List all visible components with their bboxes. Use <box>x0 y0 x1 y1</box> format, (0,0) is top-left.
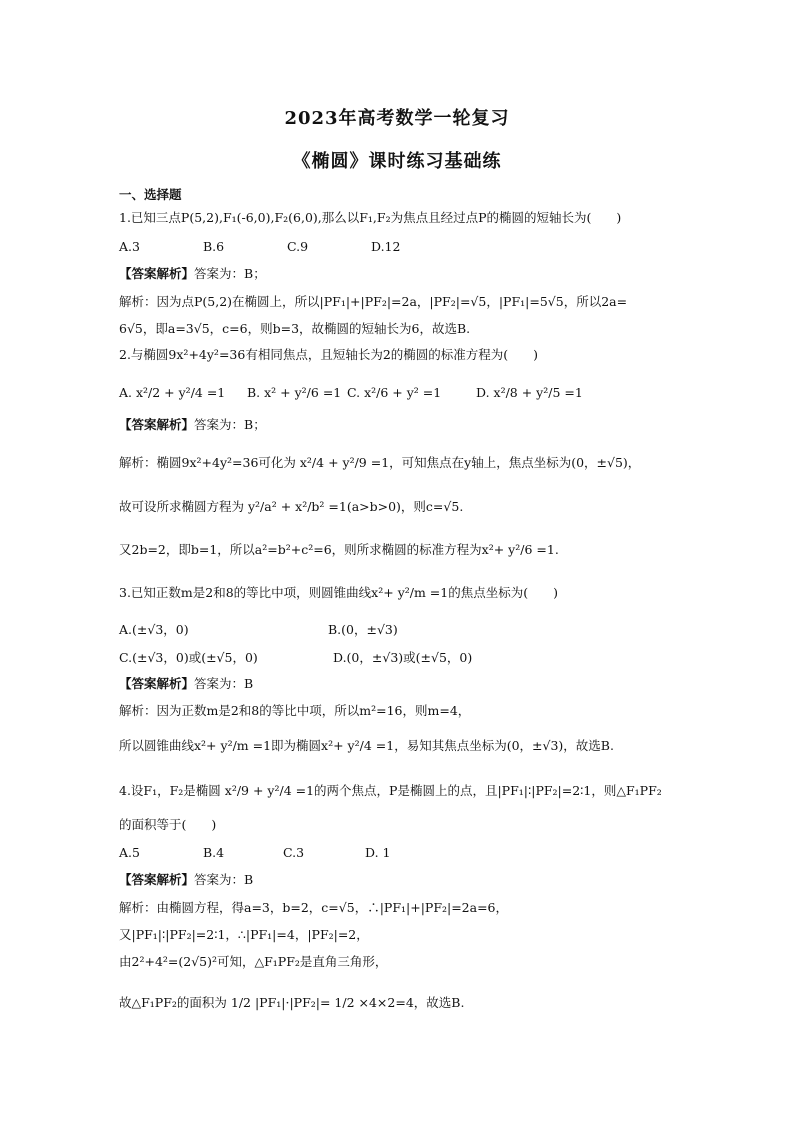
q1-option-b: B.6 <box>203 239 225 254</box>
q3-analysis-2: 所以圆锥曲线x²+ y²/m =1即为椭圆x²+ y²/4 =1，易知其焦点坐标为(0，±√3)，故选B. <box>119 738 614 753</box>
q1-option-c: C.9 <box>287 239 309 254</box>
q4-answer: 答案为：B <box>194 872 254 887</box>
q2-analysis-1: 解析：椭圆9x²+4y²=36可化为 x²/4 + y²/9 =1，可知焦点在y轴上，焦点坐标为(0，±√5)， <box>119 455 641 470</box>
q3-option-b: B.(0，±√3) <box>328 622 398 637</box>
q2-analysis-2: 故可设所求椭圆方程为 y²/a² + x²/b² =1(a>b>0)，则c=√5. <box>119 499 464 514</box>
q2-option-c: C. x²/6 + y² =1 <box>347 385 442 400</box>
q4-analysis-2: 又|PF₁|∶|PF₂|=2∶1，∴|PF₁|=4，|PF₂|=2， <box>119 927 369 942</box>
q1-option-a: A.3 <box>119 239 140 254</box>
q3-option-c: C.(±√3，0)或(±√5，0) <box>119 650 258 665</box>
q2-analysis-3: 又2b=2，即b=1，所以a²=b²+c²=6，则所求椭圆的标准方程为x²+ y²/6 =1. <box>119 542 559 557</box>
answer-label: 【答案解析】 <box>119 266 195 281</box>
document-subtitle: 《椭圆》课时练习基础练 <box>292 151 502 172</box>
q1-answer-line <box>119 266 719 282</box>
q2-stem: 2.与椭圆9x²+4y²=36有相同焦点，且短轴长为2的椭圆的标准方程为( ) <box>119 347 539 362</box>
q1-analysis-2: 6√5，即a=3√5，c=6，则b=3，故椭圆的短轴长为6，故选B. <box>119 321 471 336</box>
q2-option-a: A. x²/2 + y²/4 =1 <box>119 385 226 400</box>
answer-label: 【答案解析】 <box>119 417 195 432</box>
q4-analysis-3: 由2²+4²=(2√5)²可知，△F₁PF₂是直角三角形， <box>119 954 388 969</box>
q4-stem-2: 的面积等于( ) <box>119 817 217 832</box>
q4-stem-1: 4.设F₁，F₂是椭圆 x²/9 + y²/4 =1的两个焦点，P是椭圆上的点，且|PF₁|∶|PF₂|=2∶1，则△F₁PF₂ <box>119 783 662 798</box>
q3-analysis-1: 解析：因为正数m是2和8的等比中项，所以m²=16，则m=4， <box>119 703 471 718</box>
q3-option-a: A.(±√3，0) <box>119 622 189 637</box>
q4-option-d: D. 1 <box>365 845 391 860</box>
q3-option-d: D.(0，±√3)或(±√5，0) <box>333 650 473 665</box>
q1-option-d: D.12 <box>371 239 401 254</box>
q1-stem: 1.已知三点P(5,2),F₁(-6,0),F₂(6,0),那么以F₁,F₂为焦点且经过点P的椭圆的短轴长为( ) <box>119 210 622 225</box>
q2-answer: 答案为：B； <box>194 417 266 432</box>
section-heading: 一、选择题 <box>119 187 182 202</box>
q1-analysis-1: 解析：因为点P(5,2)在椭圆上，所以|PF₁|+|PF₂|=2a，|PF₂|=√5，|PF₁|=5√5，所以2a= <box>119 294 628 309</box>
q4-option-a: A.5 <box>119 845 140 860</box>
q4-analysis-1: 解析：由椭圆方程，得a=3，b=2，c=√5，∴|PF₁|+|PF₂|=2a=6， <box>119 900 509 915</box>
q4-analysis-4: 故△F₁PF₂的面积为 1/2 |PF₁|·|PF₂|= 1/2 ×4×2=4，故选B. <box>119 995 465 1010</box>
q2-answer-line <box>119 417 719 433</box>
q3-stem: 3.已知正数m是2和8的等比中项，则圆锥曲线x²+ y²/m =1的焦点坐标为( ) <box>119 585 558 600</box>
q4-option-b: B.4 <box>203 845 225 860</box>
q4-answer-line <box>119 872 719 888</box>
q3-answer: 答案为：B <box>194 676 254 691</box>
q2-option-d: D. x²/8 + y²/5 =1 <box>476 385 583 400</box>
answer-label: 【答案解析】 <box>119 676 195 691</box>
q4-option-c: C.3 <box>283 845 305 860</box>
q2-option-b: B. x² + y²/6 =1 <box>247 385 342 400</box>
answer-label: 【答案解析】 <box>119 872 195 887</box>
document-title: 2023年高考数学一轮复习 <box>284 108 510 129</box>
q1-answer: 答案为：B； <box>194 266 266 281</box>
q3-answer-line <box>119 676 719 692</box>
